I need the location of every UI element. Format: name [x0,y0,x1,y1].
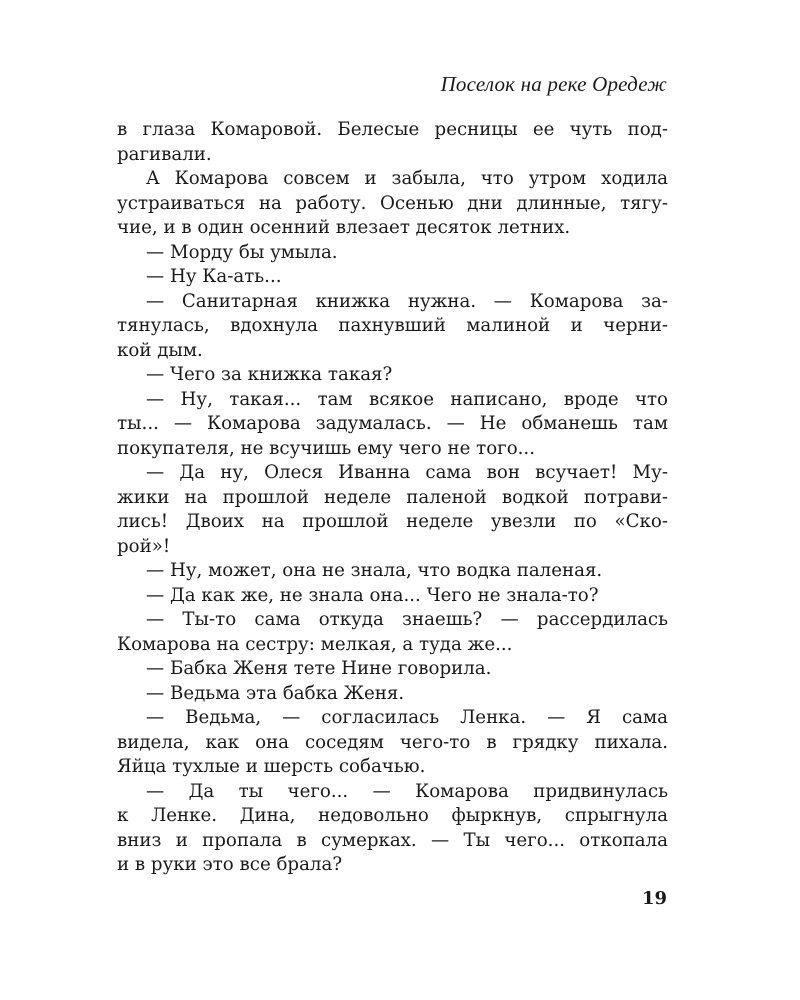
text-line: и в руки это все брала? [117,854,343,875]
text-line: — Ну, может, она не знала, что водка паленая. [146,560,603,581]
text-line: Комарова на сестру: мелкая, а туда же... [117,633,513,655]
text-line: устраиваться на работу. Осенью дни длинные, тягу- [117,192,668,214]
text-line: рагивали. [117,143,212,165]
text-line: — Да как же, не знала она... Чего не знала-то? [146,584,599,606]
text-line: А Комарова совсем и забыла, что утром ходила [146,168,668,189]
body-text [117,118,668,878]
text-line: видела, как она соседям чего-то в грядку пихала. [117,731,668,753]
text-line: — Чего за книжка такая? [146,364,393,385]
page-number: 19 [641,888,667,909]
text-line: вниз и пропала в сумерках. — Ты чего... откопала [117,829,668,851]
text-line: в глаза Комаровой. Белесые ресницы ее чуть под- [117,119,668,140]
text-line: рой»! [117,535,171,557]
text-line: — Ну Ка-ать... [146,266,282,287]
text-line: к Ленке. Дина, недовольно фыркнув, спрыгнула [117,805,668,826]
running-head: Поселок на реке Оредеж [440,72,667,96]
text-line: — Ну, такая... там всякое написано, вроде что [146,388,668,410]
text-line: жики на прошлой неделе паленой водкой потрави- [117,486,668,508]
text-line: кой дым. [117,339,203,361]
text-line: — Бабка Женя тете Нине говорила. [146,658,492,679]
text-line: — Ведьма, — согласилась Ленка. — Я сама [146,707,668,728]
text-line: чие, и в один осенний влезает десяток летних. [117,217,571,238]
text-line: — Ты-то сама откуда знаешь? — рассердилась [146,609,668,630]
text-line: тянулась, вдохнула пахнувший малиной и черни- [117,315,668,336]
text-line: лись! Двоих на прошлой неделе увезли по «Ско- [117,511,668,532]
text-line: ты... — Комарова задумалась. — Не обманешь там [117,413,668,434]
text-line: Яйца тухлые и шерсть собачью. [117,756,426,777]
text-line: — Санитарная книжка нужна. — Комарова за- [146,290,668,312]
text-line: — Ведьма эта бабка Женя. [146,682,405,704]
text-line: — Морду бы умыла. [146,241,338,263]
text-line: — Да ну, Олеся Иванна сама вон всучает! Му- [146,462,668,483]
text-line: покупателя, не всучишь ему чего не того... [117,437,535,459]
text-line: — Да ты чего... — Комарова придвинулась [146,780,668,802]
